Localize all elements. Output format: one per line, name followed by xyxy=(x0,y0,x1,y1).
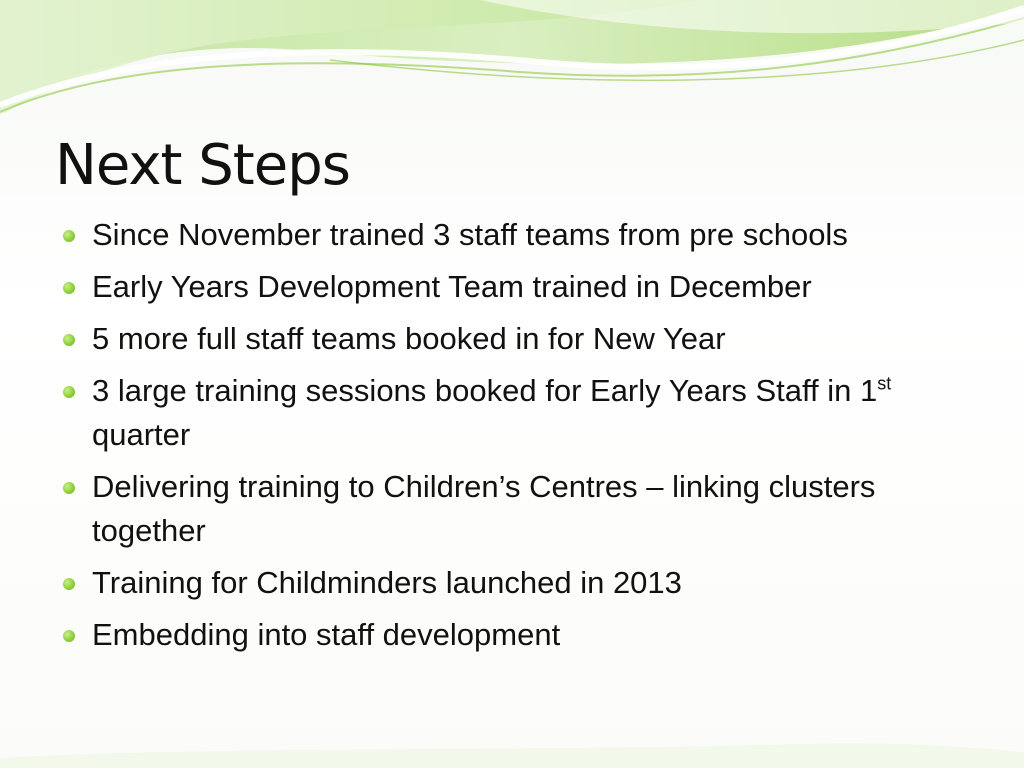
bullet-text: Embedding into staff development xyxy=(92,617,561,652)
bullet-item xyxy=(62,369,982,457)
bullet-text: Delivering training to Children’s Centres – linking clusters together xyxy=(92,469,876,548)
green-dot-icon xyxy=(63,386,75,398)
bullet-item xyxy=(62,561,982,605)
green-dot-icon xyxy=(63,578,75,590)
bullet-text: 5 more full staff teams booked in for New Year xyxy=(92,321,726,356)
bullet-list xyxy=(62,213,982,665)
bullet-item xyxy=(62,317,982,361)
footer-swoosh-decoration xyxy=(0,738,1024,768)
bullet-item xyxy=(62,613,982,657)
green-dot-icon xyxy=(63,482,75,494)
bullet-item xyxy=(62,265,982,309)
ordinal-superscript: st xyxy=(877,373,892,394)
bullet-text: Early Years Development Team trained in December xyxy=(92,269,812,304)
green-dot-icon xyxy=(63,282,75,294)
green-dot-icon xyxy=(63,334,75,346)
bullet-text: Since November trained 3 staff teams from pre schools xyxy=(92,217,848,252)
green-dot-icon xyxy=(63,230,75,242)
bullet-text: 3 large training sessions booked for Early Years Staff in 1 xyxy=(92,373,878,408)
bullet-text-continued: quarter xyxy=(92,417,191,452)
green-dot-icon xyxy=(63,630,75,642)
header-swoosh-decoration xyxy=(0,0,1024,130)
bullet-item xyxy=(62,465,982,553)
bullet-item xyxy=(62,213,982,257)
slide-title: Next Steps xyxy=(55,133,350,198)
bullet-text: Training for Childminders launched in 2013 xyxy=(92,565,682,600)
